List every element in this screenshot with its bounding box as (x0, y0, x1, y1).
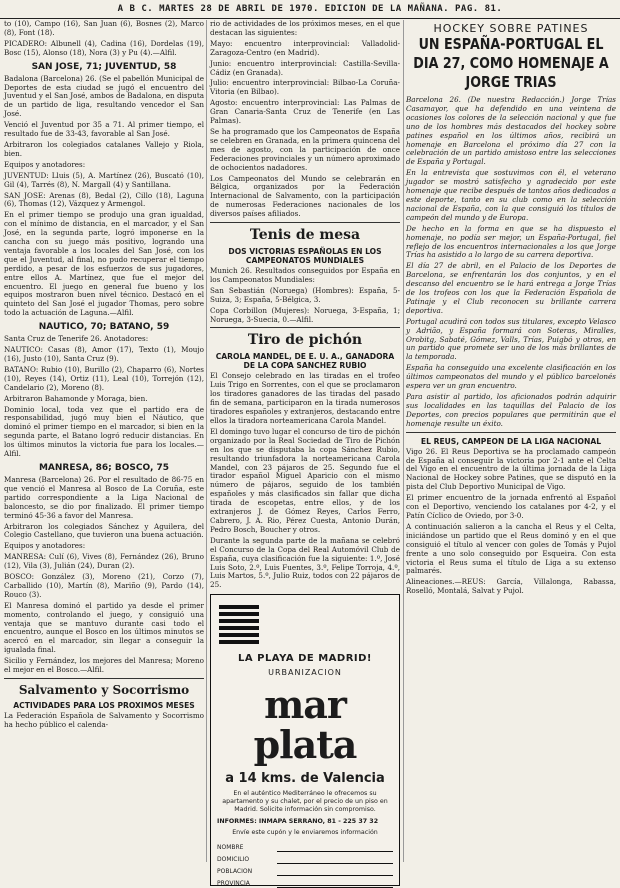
headline-san-jose: SAN JOSE, 71; JUVENTUD, 58 (31, 61, 177, 72)
page-header: A B C. MARTES 28 DE ABRIL DE 1970. EDICION DE LA MAÑANA. PAG. 81. (0, 0, 620, 19)
text-paragraph: Venció el Juventud por 35 a 71. Al primer tiempo, el resultado fue de 33-43, favorable al San José. (4, 120, 204, 139)
text-paragraph: Arbitraron Bahamonde y Moraga, bien. (4, 393, 148, 403)
text-paragraph: Junio: encuentro interprovincial: Castilla-Sevilla-Cádiz (en Granada). (210, 58, 400, 77)
coupon-label: POBLACION (217, 868, 253, 876)
text-paragraph: Arbitraron los colegiados catalanes Vallejo y Riola, bien. (4, 139, 204, 158)
subheadline-carola-mandel: CAROLA MANDEL, DE E. U. A., GANADORA DE LA COPA SANCHEZ RUBIO (215, 352, 395, 371)
text-paragraph: El día 27 de abril, en el Palacio de los Deportes de Barcelona, se enfrentarán los dos conjuntos, y en el descanso del encuentro se le hará entrega a Jorge Trías de los trofeos con los que la Federación Española de Patinaje y el Club reconocen su brillante carrera deportiva. (406, 261, 616, 315)
text-paragraph: Portugal acudirá con todos sus titulares, excepto Velasco y Adrião, y España formará con Soteras, Miralles, Orobitg, Sabaté, Gómez, Valls, Trías, Puigbó y otros, en un partido que promete ser uno de los más brillantes de la temporada. (406, 316, 616, 362)
headline-manresa: MANRESA, 86; BOSCO, 75 (38, 462, 170, 473)
ad-coupon-form (217, 843, 393, 888)
text-paragraph: MANRESA: Culí (6), Vives (8), Fernández (26), Bruno (12), Vila (3), Julián (24), Duran (2). (4, 552, 204, 571)
headline-reus-campeon: EL REUS, CAMPEON DE LA LIGA NACIONAL (420, 436, 602, 446)
coupon-town-field[interactable] (277, 867, 393, 876)
section-rule (210, 222, 400, 223)
ad-subtitle: URBANIZACION (268, 668, 342, 678)
text-paragraph: En el primer tiempo se produjo una gran igualdad, con el mínimo de distancia, en el marcador, y el San José, en la segunda parte, logró imponerse en la cancha con su juego más positivo, logrando una ventaja favorable a los locales del San José, con los que el Juventud, al final, no pudo recuperar el tiempo perdido, a pesar de los esfuerzos de sus jugadores, entre ellos A. Martínez, que fue el mejor del encuentro. El juego en general fue bueno y los equipos mostraron buen nivel técnico. Destacó en el quinteto del San José el jugador Thomas, pero sobre todo la actuación de Laguna.—Alfil. (4, 210, 204, 318)
text-paragraph: El domingo tuvo lugar el concurso de tiro de pichón organizado por la Real Sociedad de Tiro de Pichón en los que se disputaba la copa Sánchez Rubio, resultando triunfadora la norteamericana Carola Mandel, con 23 pájaros de 25. Segundo fue el tirador español Miguel Aparicio con el mismo número de pájaros, seguido de los también españoles y más clasificados sin fallar que dicha tirada de escopetas, entre ellos, y de los extranjeros J. de Gómez Reyes, Carlos Ferro, Cabrero, J. A. Rio, Pérez Cuesta, Antonio Durán, Pedro Bosch, Boucher y otros. (210, 426, 400, 534)
coupon-row (217, 879, 393, 888)
text-paragraph: Los Campeonatos del Mundo se celebrarán en Bélgica, organizados por la Federación Internacional de Salvamento, con la participación de numerosas Federaciones nacionales de los diversos países afiliados. (210, 173, 400, 219)
text-paragraph: Manresa (Barcelona) 26. Por el resultado de 86-75 en que venció el Manresa al Bosco de La Coruña, este partido correspondiente a la Liga Nacional de baloncesto, se dio por finalizado. El primer tiempo terminó 45-36 a favor del Manresa. (4, 474, 204, 520)
text-paragraph: Dominio local, toda vez que el partido era de responsabilidad, jugó muy bien el Náutico, que dominó el primer tiempo en el marcador, si bien en la segunda parte, el Batano logró reducir distancias. En los últimos minutos la victoria fue para los locales.—Alfil. (4, 404, 204, 459)
ad-title: LA PLAYA DE MADRID! (238, 653, 372, 665)
headline-nautico: NAUTICO, 70; BATANO, 59 (38, 322, 170, 333)
column-middle (210, 19, 400, 888)
text-paragraph: Para asistir al partido, los aficionados podrán adquirir sus localidades en las taquillas del Palacio de los Deportes, con precios populares que permitirán que el homenaje resulte un éxito. (406, 392, 616, 428)
text-paragraph: Badalona (Barcelona) 26. (Se el pabellón Municipal de Deportes de esta ciudad se jugó el encuentro del Juventud y el San José, ambos de Badalona, en disputa de un partido de liga, resultando vencedor el San José. (4, 73, 204, 119)
text-paragraph: Mayo: encuentro interprovincial: Valladolid-Zaragoza-Centro (en Madrid). (210, 38, 400, 57)
text-paragraph: BOSCO: González (3), Moreno (21), Corzo (7), Carballido (10), Martín (8), Mariño (9), Pardo (14), Rouco (3). (4, 572, 204, 599)
subheadline-actividades: ACTIVIDADES PARA LOS PROXIMOS MESES (13, 701, 195, 710)
text-paragraph: La Federación Española de Salvamento y Socorrismo ha hecho público el calenda- (4, 711, 204, 729)
kicker-hockey: HOCKEY SOBRE PATINES (433, 22, 589, 35)
text-paragraph: El Manresa dominó el partido ya desde el primer momento, controlando el juego, y consiguió una ventaja que se mantuvo durante casi todo el encuentro, aunque el Bosco en los últimos minutos se acercó en el marcador, sin llegar a conseguir la igualada final. (4, 600, 204, 655)
text-paragraph: Durante la segunda parte de la mañana se celebró el Concurso de la Copa del Real Automóvil Club de España, cuya clasificación fue la siguiente: 1.º, José Luis Soto, 2.º, Luis Fuentes, 3.º, Felipe Torroja, 4.º, Luis Martos, 5.º, Julio Ruiz, todos con 22 pájaros de 25. (210, 535, 400, 590)
ad-logo: mar plata (253, 682, 357, 768)
coupon-row (217, 843, 393, 852)
text-paragraph: Sicilio y Fernández, los mejores del Manresa; Moreno el mejor en el Bosco.—Alfil. (4, 656, 204, 675)
text-paragraph: España ha conseguido una excelente clasificación en los últimos campeonatos del mundo y el público barcelonés espera ver un gran encuentro. (406, 363, 616, 391)
text-paragraph: Se ha programado que los Campeonatos de España se celebren en Granada, en la primera quincena del mes de agosto, con la participación de once Federaciones provinciales y un número aproximado de ochocientos nadadores. (210, 126, 400, 172)
coupon-label: NOMBRE (217, 844, 244, 852)
column-basketball (4, 20, 204, 860)
text-paragraph: NAUTICO: Casas (8), Amor (17), Texto (1), Moujo (16), Justo (10), Santa Cruz (9). (4, 345, 204, 363)
column-hockey (406, 20, 616, 860)
headline-espana-portugal: UN ESPAÑA-PORTUGAL EL DIA 27, COMO HOMENAJE A JORGE TRIAS (413, 35, 609, 91)
text-paragraph: San Sebastián (Noruega) (Hombres): España, 5-Suiza, 3; España, 5-Bélgica, 3. (210, 285, 400, 304)
text-paragraph: Copa Corbillon (Mujeres): Noruega, 3-España, 1; Noruega, 3-Suecia, 0.—Alfil. (210, 305, 400, 324)
text-paragraph: Julio: encuentro interprovincial: Bilbao-La Coruña-Vitoria (en Bilbao). (210, 78, 400, 97)
text-paragraph: SAN JOSE: Arenas (8), Bedal (2), Cillo (18), Laguna (6), Thomas (12), Vázquez y Armengol. (4, 190, 204, 209)
text-paragraph: JUVENTUD: Lluis (5), A. Martínez (26), Buscató (10), Gil (4), Tarrés (8), N. Margall (4) y Santillana. (4, 170, 204, 189)
coupon-label: PROVINCIA (217, 880, 250, 888)
text-paragraph: Equipos y anotadores: (4, 541, 86, 551)
coupon-address-field[interactable] (277, 855, 393, 864)
subheadline-victorias: DOS VICTORIAS ESPAÑOLAS EN LOS CAMPEONATOS MUNDIALES (228, 247, 382, 266)
section-rule (210, 327, 400, 328)
column-rule (403, 20, 404, 862)
text-paragraph: Barcelona 26. (De nuestra Redacción.) Jorge Trías Casamayor, que ha defendido en una veintena de ocasiones los colores de la selección nacional y que fue uno de los hombres más destacados del hockey sobre patines español en los últimos años, recibirá un homenaje en Barcelona el próximo día 27 con la celebración de un partido amistoso entre las selecciones de España y Portugal. (406, 95, 616, 167)
section-rule (4, 678, 204, 679)
headline-tiro-de-pichon: Tiro de pichón (247, 332, 363, 349)
text-paragraph: De hecho en la forma en que se ha dispuesto el homenaje, no podía ser mejor, un España-Portugal, fiel reflejo de los encuentros internacionales a los que Jorge Trías ha asistido a lo largo de su carrera deportiva. (406, 223, 616, 260)
text-paragraph: Agosto: encuentro interprovincial: Las Palmas de Gran Canaria-Santa Cruz de Tenerife (en Las Palmas). (210, 98, 400, 126)
ad-info: INFORMES: INMAPA SERRANO, 81 - 225 37 32 (217, 818, 379, 826)
text-paragraph: El primer encuentro de la jornada enfrentó al Español con el Deportivo, venciendo los catalanes por 4-2, y el Patín Cíclico de Oviedo, por 3-0. (406, 493, 616, 520)
coupon-row (217, 855, 393, 864)
coupon-row (217, 867, 393, 876)
text-paragraph: Munich 26. Resultados conseguidos por España en los Campeonatos Mundiales: (210, 266, 400, 284)
text-paragraph: Equipos y anotadores: (4, 159, 86, 169)
coupon-label: DOMICILIO (217, 856, 250, 864)
text-paragraph: rio de actividades de los próximos meses, en el que destacan las siguientes: (210, 19, 400, 37)
text-paragraph: to (10), Campo (16), San Juan (6), Bosnes (2), Marco (8), Font (18). (4, 19, 204, 37)
text-paragraph: Vigo 26. El Reus Deportiva se ha proclamado campeón de España al conseguir la victoria por 2-1 ante el Celta del Vigo en el encuentro de la última jornada de la Liga Nacional de Hockey sobre Patines, que se disputó en la pista del Club Deportivo Municipal de Vigo. (406, 446, 616, 492)
text-paragraph: En la entrevista que sostuvimos con él, el veterano jugador se mostró satisfecho y agradecido por este homenaje que recibe después de tantos años dedicados a este deporte, tanto en su club como en la selección nacional de España, con la que consiguió los títulos de campeón del mundo y de Europa. (406, 168, 616, 222)
coupon-province-field[interactable] (277, 879, 393, 888)
text-paragraph: BATANO: Rubio (10), Burillo (2), Chaparro (6), Nortes (10), Reyes (14), Ortiz (11), Leal (10), Torrejón (12), Candelario (2), Moreno (8). (4, 364, 204, 392)
coupon-name-field[interactable] (277, 843, 393, 852)
section-rule (406, 432, 616, 433)
text-paragraph: El Consejo celebrado en las tiradas en el trofeo Luis Trigo en Sorrentes, con el que se proclamaron los tiradores ganadores de las tiradas del pasado fin de semana, participaron en la tirada numerosos tiradores españoles y extranjeros, destacando entre ellos la tiradora norteamericana Carola Mandel. (210, 371, 400, 425)
headline-tenis-de-mesa: Tenis de mesa (249, 227, 361, 244)
headline-salvamento: Salvamento y Socorrismo (18, 683, 190, 697)
column-rule (206, 20, 207, 862)
text-paragraph: Arbitraron los colegiados Sánchez y Aguilera, del Colegio Castellano, que tuvieron una buena actuación. (4, 521, 204, 540)
ad-form-intro: Envíe este cupón y le enviaremos información (232, 829, 378, 837)
ad-body: En el auténtico Mediterráneo le ofrecemos su apartamento y su chalet, por el precio de un piso en Madrid. Solicite información sin compromiso. (222, 790, 388, 814)
ad-location: a 14 kms. de Valencia (225, 771, 385, 787)
text-paragraph: Alineaciones.—REUS: García, Villalonga, Rabassa, Roselló, Montalá, Salvat y Pujol. (406, 577, 616, 596)
text-paragraph: PICADERO: Albunell (4), Cadina (16), Dordelas (19), Bosc (15), Alonso (18), Nora (3) y Pu (4).—Alfil. (4, 38, 204, 57)
text-paragraph: A continuación salieron a la cancha el Reus y el Celta, iniciándose un partido que el Reus dominó y en el que consiguió el título al vencer con goles de Tomás y Pujol frente a uno solo conseguido por Esqueira. Con esta victoria el Reus suma el título de Liga a su extenso palmarés. (406, 521, 616, 576)
ad-stripes-graphic (219, 605, 259, 653)
advertisement-mar-plata (210, 594, 400, 886)
text-paragraph: Santa Cruz de Tenerife 26. Anotadores: (4, 334, 149, 344)
